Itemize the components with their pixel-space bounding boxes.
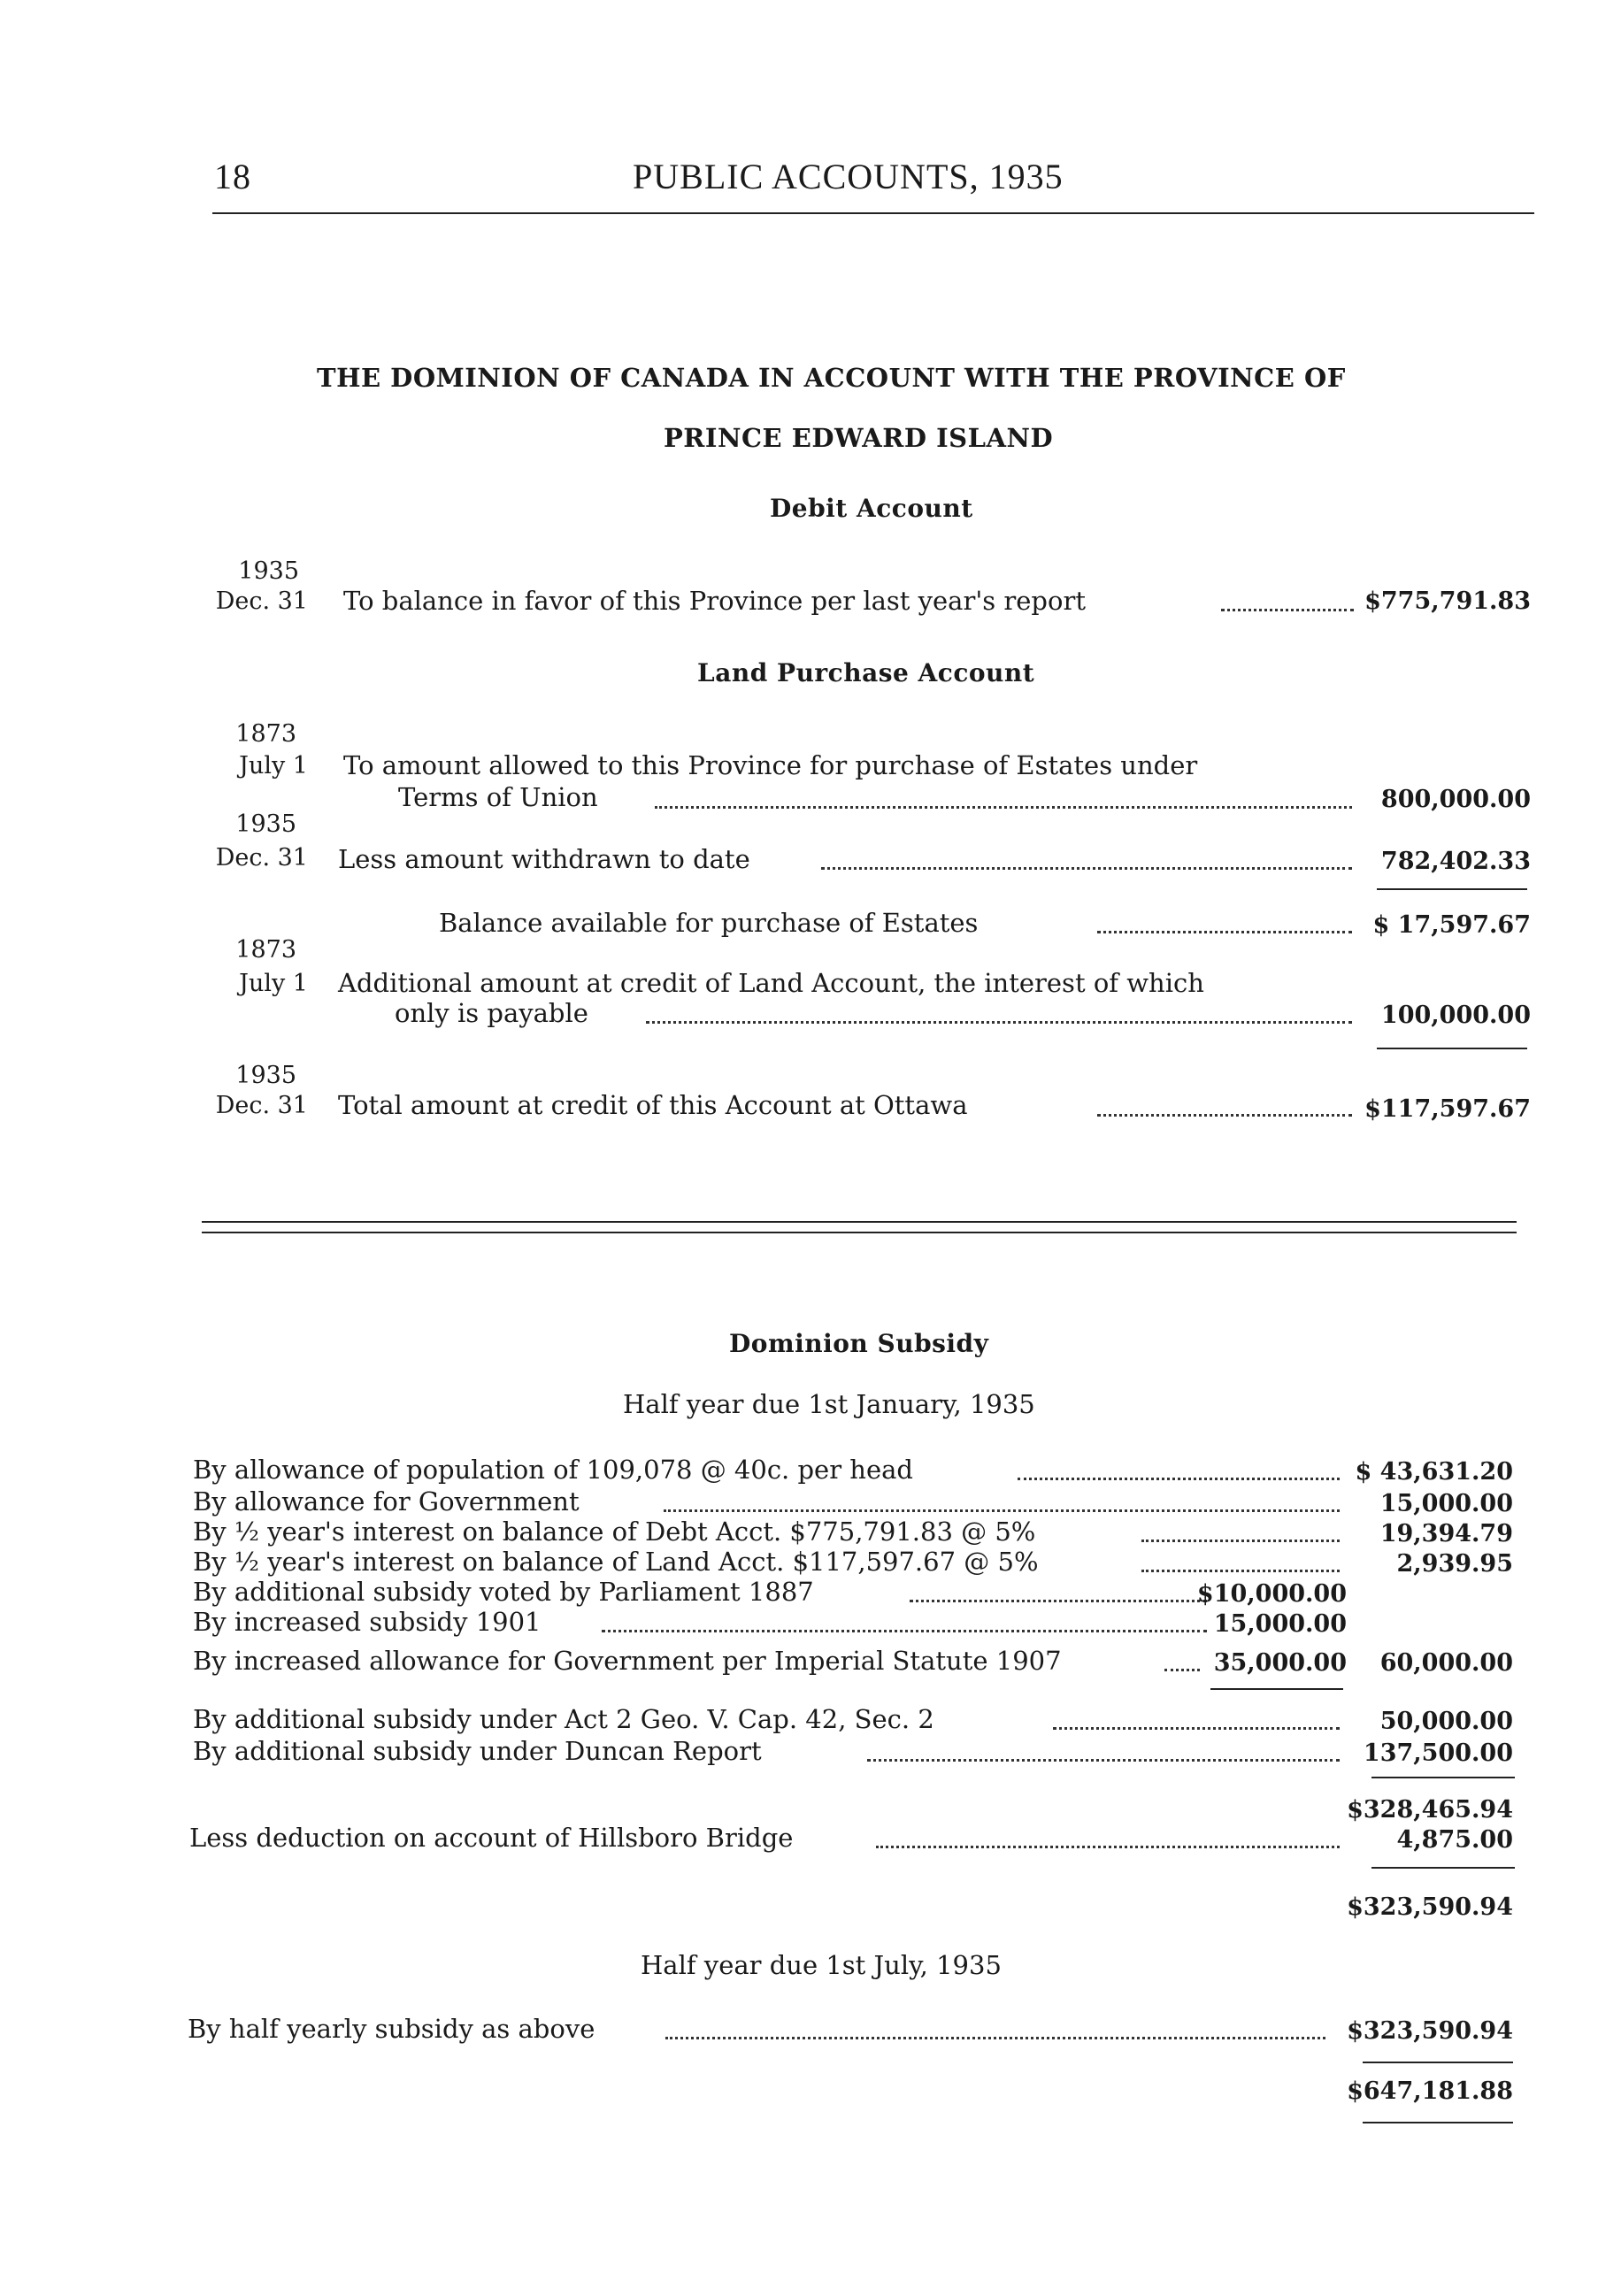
subtotal-rule — [1371, 1777, 1515, 1778]
dot-leader — [646, 1009, 1352, 1024]
dot-leader — [602, 1617, 1207, 1632]
year-label: 1935 — [235, 810, 296, 838]
subsidy-item-text: By allowance of population of 109,078 @ 40c. per head — [193, 1455, 913, 1485]
subsidy-item-text: By additional subsidy under Act 2 Geo. V. Cap. 42, Sec. 2 — [193, 1704, 934, 1734]
dot-leader — [665, 2024, 1325, 2039]
subsidy-item-text: By ½ year's interest on balance of Land Acct. $117,597.67 @ 5% — [193, 1547, 1039, 1577]
subsidy-sub-amount: 15,000.00 — [1213, 1610, 1347, 1638]
subtotal-rule — [1377, 1048, 1527, 1049]
entry-amount: $117,597.67 — [1364, 1095, 1531, 1123]
dot-leader — [876, 1833, 1340, 1848]
entry-text: To balance in favor of this Province per last year's report — [343, 586, 1086, 616]
half-year-total: $323,590.94 — [1347, 1893, 1513, 1921]
entry-amount: $775,791.83 — [1364, 587, 1531, 615]
year-label: 1873 — [235, 936, 296, 964]
header-rule — [212, 212, 1534, 214]
deduction-text: Less deduction on account of Hillsboro Bridge — [189, 1823, 794, 1853]
dot-leader — [867, 1747, 1340, 1762]
entry-text: Total amount at credit of this Account at Ottawa — [338, 1090, 968, 1120]
year-label: 1935 — [238, 557, 299, 585]
entry-amount: 100,000.00 — [1380, 1002, 1531, 1029]
subsidy-item-text: By increased allowance for Government per Imperial Statute 1907 — [193, 1646, 1062, 1676]
subsidy-item-amount: 19,394.79 — [1379, 1520, 1513, 1547]
subsidy-item-text: By additional subsidy under Duncan Report — [193, 1736, 762, 1766]
entry-text-cont: only is payable — [395, 998, 588, 1028]
subsidy-item-text: By allowance for Government — [193, 1486, 580, 1517]
dot-leader — [655, 794, 1352, 809]
dot-leader — [664, 1497, 1340, 1512]
entry-amount: 782,402.33 — [1380, 848, 1531, 875]
subtotal-rule — [1371, 1867, 1515, 1869]
entry-text: Less amount withdrawn to date — [338, 844, 750, 874]
land-purchase-title: Land Purchase Account — [697, 658, 1035, 687]
entry-text-cont: Terms of Union — [398, 782, 598, 812]
debit-account-title: Debit Account — [770, 494, 973, 523]
subsidy-item-amount: 50,000.00 — [1379, 1708, 1513, 1735]
deduction-amount: 4,875.00 — [1396, 1826, 1513, 1854]
half-year-amount: $323,590.94 — [1347, 2017, 1513, 2045]
subsidy-item-amount: 2,939.95 — [1396, 1550, 1513, 1578]
entry-text: Balance available for purchase of Estates — [439, 908, 979, 938]
half-year-text: By half yearly subsidy as above — [188, 2014, 595, 2044]
subsidy-subtotal: $328,465.94 — [1347, 1796, 1513, 1824]
date-label: July 1 — [239, 970, 308, 997]
entry-amount: $ 17,597.67 — [1372, 911, 1531, 939]
total-underline — [1363, 2122, 1513, 2123]
heading-line1: THE DOMINION OF CANADA IN ACCOUNT WITH THE PROVINCE OF — [317, 363, 1346, 393]
subsidy-sub-amount: $10,000.00 — [1196, 1580, 1347, 1608]
page-title: PUBLIC ACCOUNTS, 1935 — [633, 157, 1064, 196]
entry-amount: 800,000.00 — [1380, 786, 1531, 813]
subsidy-item-amount: 15,000.00 — [1379, 1490, 1513, 1517]
dot-leader — [1097, 918, 1352, 933]
dot-leader — [1097, 1102, 1352, 1117]
half-year-title: Half year due 1st July, 1935 — [641, 1950, 1002, 1980]
page-number: 18 — [214, 157, 251, 196]
half-year-title: Half year due 1st January, 1935 — [623, 1389, 1035, 1419]
section-divider — [202, 1232, 1517, 1233]
dot-leader — [1164, 1656, 1200, 1671]
subsidy-item-amount: $ 43,631.20 — [1355, 1458, 1513, 1486]
subtotal-rule — [1363, 2062, 1513, 2063]
subsidy-item-text: By additional subsidy voted by Parliament 1887 — [193, 1577, 814, 1607]
dot-leader — [1018, 1465, 1340, 1480]
dot-leader — [1141, 1557, 1340, 1572]
heading-line2: PRINCE EDWARD ISLAND — [664, 423, 1054, 453]
date-label: Dec. 31 — [215, 1092, 308, 1119]
subsidy-item-text: By ½ year's interest on balance of Debt Acct. $775,791.83 @ 5% — [193, 1517, 1036, 1547]
subsidy-sub-amount: 35,000.00 — [1213, 1649, 1347, 1677]
dot-leader — [1141, 1527, 1340, 1542]
date-label: Dec. 31 — [215, 844, 308, 872]
date-label: July 1 — [239, 752, 308, 779]
dot-leader — [1221, 596, 1354, 611]
year-label: 1873 — [235, 720, 296, 748]
subtotal-rule — [1377, 888, 1527, 890]
date-label: Dec. 31 — [215, 587, 308, 615]
year-label: 1935 — [235, 1062, 296, 1089]
subsidy-item-text: By increased subsidy 1901 — [193, 1607, 542, 1637]
grand-total: $647,181.88 — [1347, 2077, 1513, 2105]
subsidy-item-amount: 137,500.00 — [1363, 1739, 1513, 1767]
dot-leader — [1053, 1715, 1340, 1730]
subsidy-item-amount: 60,000.00 — [1379, 1649, 1513, 1677]
dot-leader — [910, 1587, 1207, 1602]
dot-leader — [821, 855, 1352, 870]
section-divider — [202, 1221, 1517, 1223]
entry-text: Additional amount at credit of Land Account, the interest of which — [338, 968, 1204, 998]
subtotal-rule — [1210, 1688, 1343, 1690]
dominion-subsidy-title: Dominion Subsidy — [729, 1329, 989, 1358]
entry-text: To amount allowed to this Province for purchase of Estates under — [343, 750, 1198, 780]
